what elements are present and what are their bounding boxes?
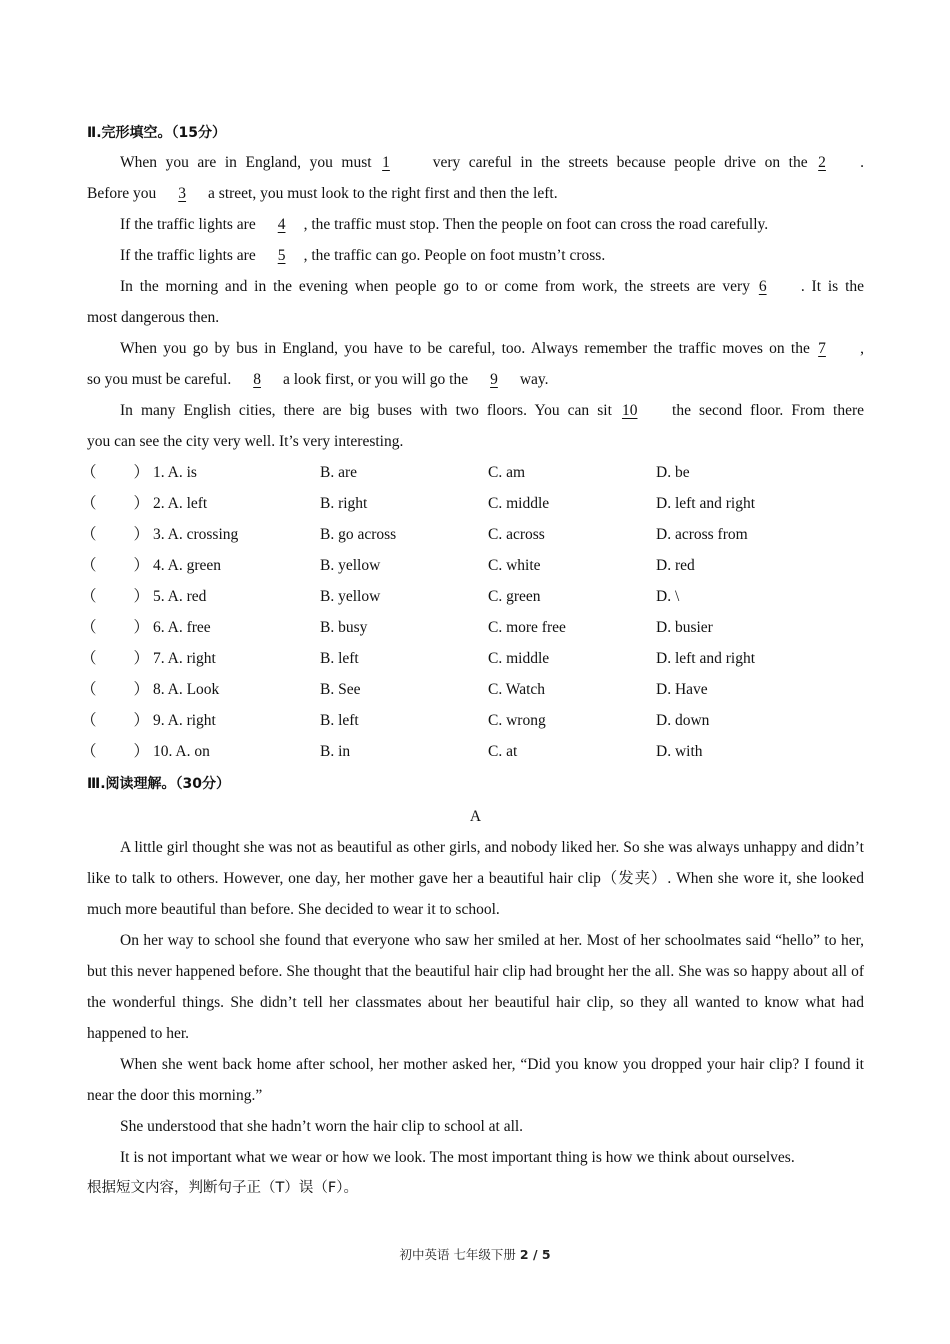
option-b: B. left [320, 712, 359, 729]
option-d: D. Have [656, 681, 708, 698]
option-d: D. across from [656, 526, 748, 543]
question-row [81, 519, 864, 550]
option-d: D. be [656, 464, 690, 481]
option-b: B. are [320, 464, 358, 481]
cloze-line-6: most dangerous then. [87, 309, 220, 326]
answer-paren: （ ） [81, 464, 152, 481]
text: In the morning and in the evening when people go to or come from work, the streets are very [120, 278, 750, 295]
passage-label: A [469, 808, 482, 825]
section-2-heading: Ⅱ.完形填空。（15分） [87, 125, 227, 141]
option-d: D. with [656, 743, 703, 760]
answer-paren: （ ） [81, 712, 152, 729]
question-row [81, 581, 864, 612]
option-c: C. Watch [488, 681, 546, 698]
cloze-line-1 [87, 147, 864, 178]
text: . [860, 154, 865, 171]
text: When she went back home after school, her mother asked her, “Did you know you dropped your hair clip? I found it near the door this morning.” [87, 1056, 864, 1104]
question-row [81, 736, 864, 767]
answer-paren: （ ） [81, 681, 152, 698]
page-footer [0, 1245, 950, 1263]
option-d: D. left and right [656, 495, 756, 512]
option-a: 3. A. crossing [153, 526, 239, 543]
option-d: D. red [656, 557, 695, 574]
cloze-line-9 [87, 395, 864, 426]
option-b: B. yellow [320, 588, 381, 605]
blank-1: 1 [382, 154, 390, 171]
page-number: 2 / 5 [519, 1247, 551, 1262]
option-a: 1. A. is [153, 464, 197, 481]
option-a: 4. A. green [153, 557, 222, 574]
text: so you must be careful. [87, 371, 232, 388]
answer-paren: （ ） [81, 526, 152, 543]
blank-2: 2 [818, 154, 826, 171]
option-a: 9. A. right [153, 712, 216, 729]
option-b: B. in [320, 743, 351, 760]
instruction-text: 根据短文内容，判断句子正（T）误（F）。 [87, 1180, 358, 1196]
blank-7: 7 [818, 340, 826, 357]
option-b: B. busy [320, 619, 368, 636]
option-c: C. wrong [488, 712, 546, 729]
blank-8: 8 [253, 371, 261, 388]
option-c: C. am [488, 464, 526, 481]
option-c: C. middle [488, 495, 550, 512]
cloze-line-3 [87, 209, 864, 240]
option-a: 8. A. Look [153, 681, 220, 698]
question-row [81, 612, 864, 643]
text: A little girl thought she was not as beautiful as other girls, and nobody liked her. So she was always unhappy and didn’t like to talk to others. However, one day, her mother gave her a beautiful hair clip（发夹）. When she wore it, she looked much more beautiful than before. She decided to wear it to school. [87, 839, 864, 918]
text: Before you [87, 185, 157, 202]
section-3-heading: Ⅲ.阅读理解。（30分） [87, 776, 231, 792]
text: very careful in the streets because people drive on the [432, 154, 808, 171]
text: a street, you must look to the right first and then the left. [208, 185, 558, 202]
text: If the traffic lights are [120, 216, 256, 233]
cloze-line-10: you can see the city very well. It’s very interesting. [87, 433, 404, 450]
option-c: C. green [488, 588, 541, 605]
question-row [81, 674, 864, 705]
cloze-line-7 [87, 333, 864, 364]
option-c: C. white [488, 557, 541, 574]
cloze-line-2 [87, 178, 864, 209]
text: On her way to school she found that everyone who saw her smiled at her. Most of her schoolmates said “hello” to her, but this never happened before. She thought that the beautiful hair clip had brought her the all. She was so happy about all of the wonderful things. She didn’t tell her classmates about her beautiful hair clip, so they all wanted to know what had happened to her. [87, 932, 864, 1042]
text: the second floor. From there [672, 402, 865, 419]
text: a look first, or you will go the [282, 371, 469, 388]
option-c: C. at [488, 743, 518, 760]
option-c: C. more free [488, 619, 566, 636]
option-a: 10. A. on [153, 743, 210, 760]
answer-paren: （ ） [81, 650, 152, 667]
option-a: 2. A. left [153, 495, 208, 512]
option-b: B. go across [320, 526, 397, 543]
cloze-line-8 [87, 364, 864, 395]
question-row [81, 550, 864, 581]
answer-paren: （ ） [81, 743, 152, 760]
option-b: B. left [320, 650, 359, 667]
reading-paragraph-4: She understood that she hadn’t worn the hair clip to school at all. [120, 1118, 524, 1135]
option-c: C. across [488, 526, 545, 543]
text: , the traffic can go. People on foot mustn’t cross. [303, 247, 606, 264]
option-b: B. right [320, 495, 368, 512]
option-c: C. middle [488, 650, 550, 667]
blank-9: 9 [490, 371, 498, 388]
text: In many English cities, there are big buses with two floors. You can sit [120, 402, 612, 419]
answer-paren: （ ） [81, 495, 152, 512]
reading-paragraph-3 [87, 1049, 864, 1111]
reading-paragraph-1 [87, 832, 864, 925]
question-row [81, 643, 864, 674]
question-row [81, 457, 864, 488]
answer-paren: （ ） [81, 557, 152, 574]
blank-3: 3 [178, 185, 187, 202]
text: . It is the [800, 278, 865, 295]
question-row [81, 488, 864, 519]
blank-4: 4 [277, 216, 286, 233]
blank-10: 10 [621, 402, 638, 419]
option-d: D. busier [656, 619, 713, 636]
option-a: 5. A. red [153, 588, 207, 605]
answer-paren: （ ） [81, 619, 152, 636]
blank-6: 6 [758, 278, 767, 295]
text: When you go by bus in England, you have to be careful, too. Always remember the traffic moves on the [120, 340, 810, 357]
reading-paragraph-2 [87, 925, 864, 1049]
text: way. [519, 371, 549, 388]
cloze-line-5 [87, 271, 864, 302]
option-d: D. \ [656, 588, 680, 605]
option-b: B. See [320, 681, 361, 698]
option-d: D. left and right [656, 650, 756, 667]
reading-paragraph-5: It is not important what we wear or how we look. The most important thing is how we think about ourselves. [120, 1149, 795, 1166]
option-a: 6. A. free [153, 619, 211, 636]
text: When you are in England, you must [120, 154, 372, 171]
text: , [860, 340, 865, 357]
footer-text: 初中英语 七年级下册 [399, 1247, 520, 1262]
option-b: B. yellow [320, 557, 381, 574]
option-d: D. down [656, 712, 710, 729]
blank-5: 5 [277, 247, 286, 264]
text: , the traffic must stop. Then the people on foot can cross the road carefully. [303, 216, 769, 233]
question-row [81, 705, 864, 736]
text: If the traffic lights are [120, 247, 256, 264]
option-a: 7. A. right [153, 650, 216, 667]
cloze-line-4 [87, 240, 864, 271]
answer-paren: （ ） [81, 588, 152, 605]
